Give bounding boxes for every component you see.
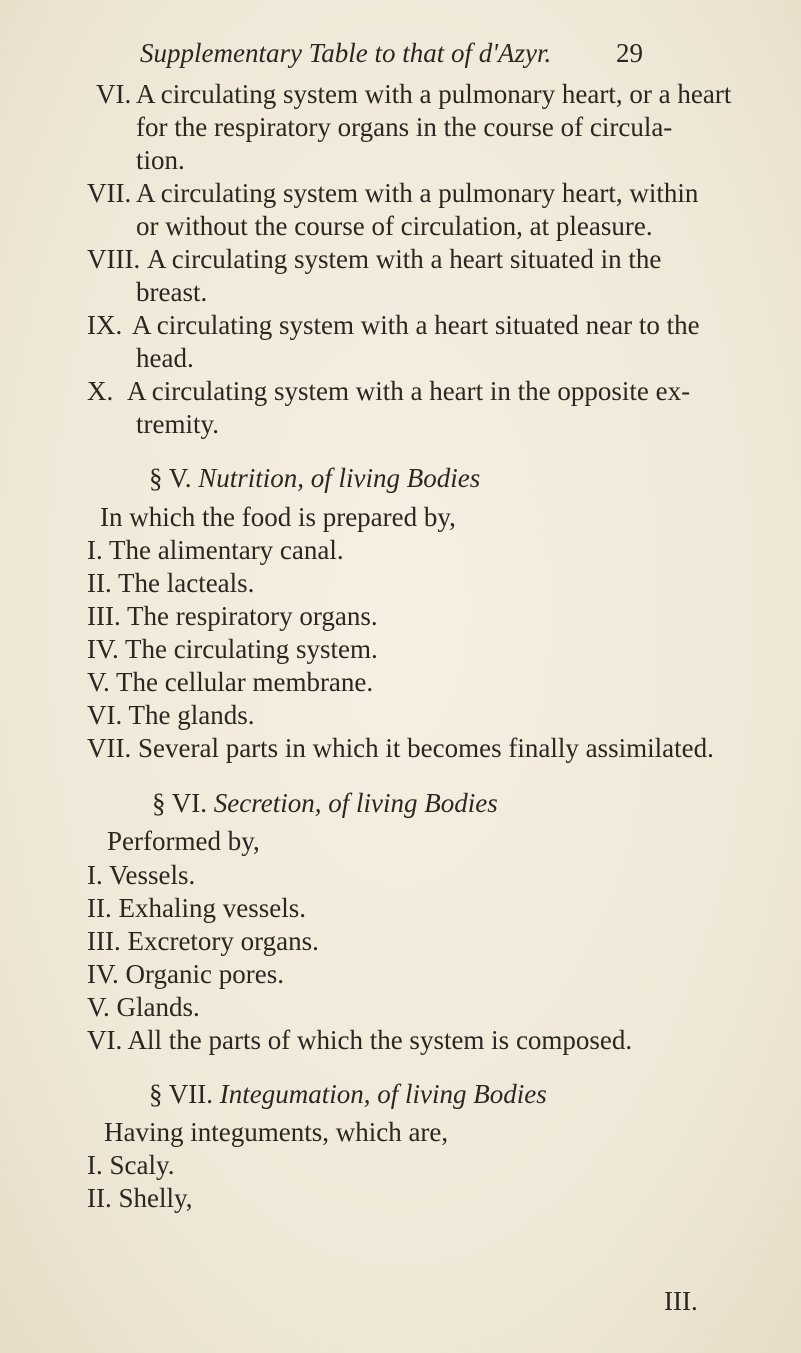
list-item: III. Excretory organs. [87, 926, 319, 956]
list-item-continuation: breast. [136, 277, 208, 307]
list-item: IV. The circulating system. [87, 634, 378, 664]
list-item: VII. Several parts in which it becomes finally assimilated. [87, 733, 714, 763]
list-item-continuation: head. [136, 343, 194, 373]
list-item: II. Exhaling vessels. [87, 893, 306, 923]
section-heading: § VI. Secretion, of living Bodies [152, 788, 498, 818]
list-item: VII. A circulating system with a pulmonary heart, within [87, 178, 699, 208]
running-header [140, 38, 660, 69]
list-item: II. The lacteals. [87, 568, 255, 598]
section-intro: Having integuments, which are, [104, 1117, 449, 1147]
list-item: VIII. A circulating system with a heart situated in the [87, 244, 662, 274]
list-item: III. The respiratory organs. [87, 601, 378, 631]
list-item-continuation: tremity. [136, 409, 219, 439]
section-heading: § V. Nutrition, of living Bodies [149, 463, 481, 493]
section-heading: § VII. Integumation, of living Bodies [149, 1079, 547, 1109]
list-item: V. Glands. [87, 992, 200, 1022]
catchword: III. [664, 1286, 698, 1316]
list-item: V. The cellular membrane. [87, 667, 374, 697]
list-item: X. A circulating system with a heart in the opposite ex- [87, 376, 691, 406]
section-intro: Performed by, [107, 826, 260, 856]
list-item: IX. A circulating system with a heart situated near to the [87, 310, 700, 340]
list-item-continuation: for the respiratory organs in the course of circula- [136, 112, 673, 142]
page-number: 29 [616, 38, 643, 68]
list-item: VI. All the parts of which the system is composed. [87, 1025, 633, 1055]
list-item: VI. A circulating system with a pulmonary heart, or a heart [96, 79, 732, 109]
running-title: Supplementary Table to that of d'Azyr. [140, 38, 552, 68]
list-item-continuation: tion. [136, 145, 185, 175]
list-item-continuation: or without the course of circulation, at pleasure. [136, 211, 653, 241]
list-item: I. Scaly. [87, 1150, 175, 1180]
list-item: VI. The glands. [87, 700, 255, 730]
list-item: II. Shelly, [87, 1183, 193, 1213]
section-intro: In which the food is prepared by, [100, 502, 456, 532]
list-item: I. Vessels. [87, 860, 196, 890]
list-item: I. The alimentary canal. [87, 535, 344, 565]
list-item: IV. Organic pores. [87, 959, 284, 989]
